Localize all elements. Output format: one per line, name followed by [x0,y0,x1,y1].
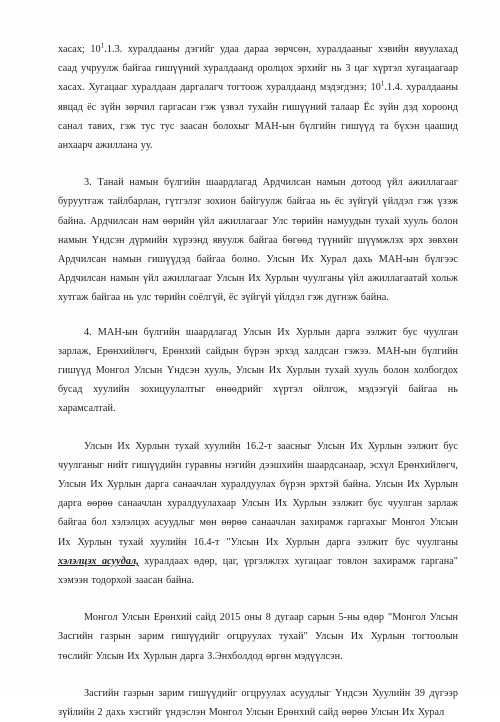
paragraph-prime-minister: Монгол Улсын Ерөнхий сайд 2015 оны 8 дугаар сарын 5-ны өдөр "Монгол Улсын Засгийн газрын зарим гишүүдийг огцруулах тухай" Улсын Их Хурлын тогтоолын төслийг Улсын Их Хурлын дарга З.Энхболдод өргөн мэдүүлсэн. [58,612,458,662]
paragraph-3: 3. Танай намын бүлгийн шаардлагад Ардчилсан намын дотоод үйл ажиллагааг буруутгаж тайлбарлан, гүтгэлэг зохион байгуулж байгаа нь ёс зүйгүй үйлдэл гэж үзэж байна. Ардчилсан нам өөрийн үйл ажиллагааг Улс төрийн намуудын тухай хууль болон намын Үндсэн дүрмийн хүрээнд явуулж байгаа бөгөөд түүнийг шүүмжлэх эрх зөвхөн Ардчилсан намын гишүүдэд байгаа болно. Улсын Их Хурал дахь МАН-ын бүлгээс Ардчилсан намын үйл ажиллагааг Улсын Их Хурлын чуулганы үйл ажиллагаатай хольж хутгаж байгаа нь улс төрийн соёлгүй, ёс зүйгүй үйлдэл гэж дүгнэж байна. [58,177,458,304]
paragraph-law-16 [58,437,458,591]
text-segment: хасах; 10 [58,44,101,55]
superscript: 1 [380,80,385,89]
text-segment: хуралдаах өдөр, цаг, үргэлжлэх хугацааг товлон захирамж гаргана" хэмээн тодорхой заасан байна. [58,555,458,587]
text-segment: Улсын Их Хурлын тухай хуулийн 16.2-т заасныг Улсын Их Хурлын ээлжит бус чуулганыг нийт гишүүдийн гуравны нэгийн дээшхийн шаардсанаар, эсхүл Ерөнхийлөгч, Улсын Их Хурлын дарга санаачлан хуралдуулах бүрэн эрхтэй байна. Улсын Их Хурлын дарга өөрөө санаачлан хуралдуулахаар Улсын Их Хурлын ээлжит бус чуулган зарлаж байгаа бол хэлэлцэх асуудлыг мөн өөрөө санаачлан захирамж гаргахыг Монгол Улсын Их Хурлын тухай хуулийн 16.4-т "Улсын Их Хурлын дарга ээлжит бус чуулганы [58,440,458,548]
paragraph-government: Засгийн газрын зарим гишүүдийг огцруулах асуудлыг Үндсэн Хуулийн 39 дүгээр зүйлийн 2 дахь хэсгийг үндэслэн Монгол Улсын Ерөнхий сайд өөрөө Улсын Их Хурал [58,687,458,719]
paragraph-4: 4. МАН-ын бүлгийн шаардлагад Улсын Их Хурлын дарга ээлжит бус чуулган зарлаж, Ерөнхийлөгч, Ерөнхий сайдын бүрэн эрхэд халдсан гэжээ. МАН-ын бүлгийн гишүүд Монгол Улсын Үндсэн хууль, Улсын Их Хурлын тухай хууль болон холбогдох бусад хуулийн зохицуулалтыг өнөөдрийг хүртэл ойлгож, мэдээгүй байгаа нь харамсалтай. [58,326,458,415]
paragraph-continuation [58,40,458,155]
text-segment: .1.3. хуралдааны дэгийг удаа дараа зөрчсөн, хуралдааныг хэвийн явуулахад саад учруулж байгаа гишүүний хуралдаанд оролцох эрхийг нь 3 цаг хүртэл хугацаагаар хасах. Хугацааг хуралдаан даргалагч тогтоож хуралдаанд мэдэгдэнэ; 10 [58,44,459,94]
superscript: 1 [100,41,105,50]
text-segment: .1.4. хуралдааны явцад ёс зүйн зөрчил гаргасан гэж үзвэл тухайн гишүүний талаар Ёс зүйн дэд хороонд санал тавих, гэж тус тус заасан болохыг МАН-ын бүлгийн гишүүд та бүхэн цаашид анхаарч ажиллана уу. [58,82,458,152]
emphasized-phrase: хэлэлцэх асуудал, [58,555,139,567]
